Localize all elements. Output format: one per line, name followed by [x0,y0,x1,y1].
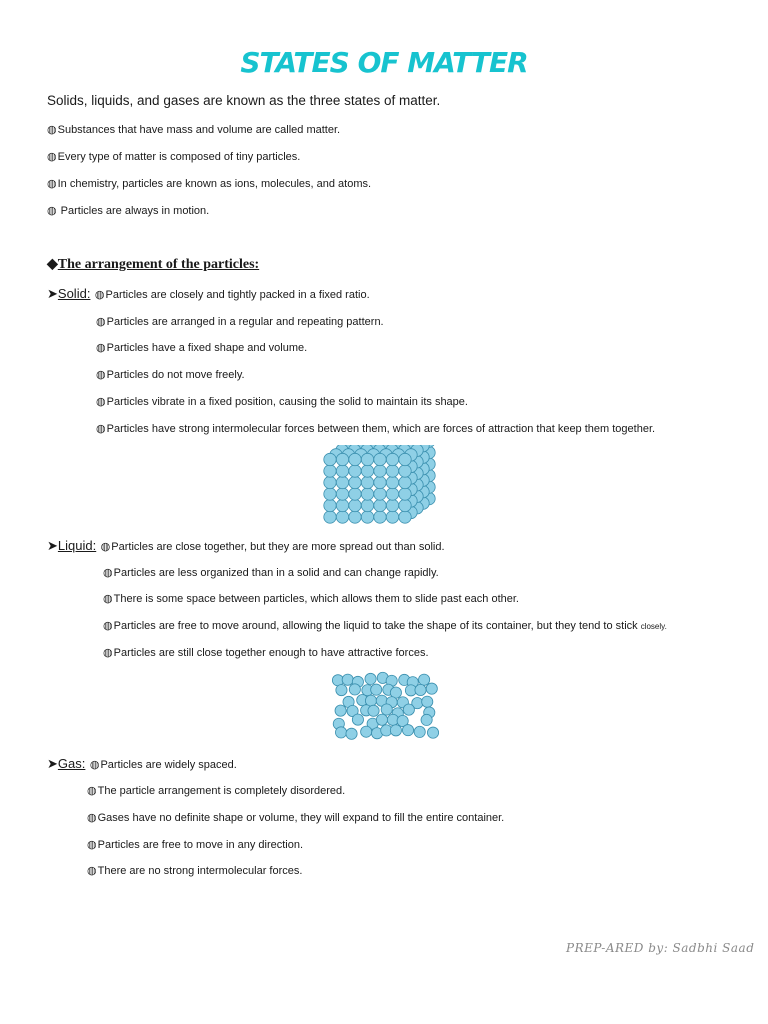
bullet-icon: ◍ [96,423,106,435]
particle [361,511,373,523]
particle [342,674,353,685]
particle [324,499,336,511]
particle [324,488,336,500]
particle [336,684,347,695]
bullet-icon: ◍ [87,785,97,797]
particle [374,511,386,523]
particle [399,511,411,523]
particle [361,453,373,465]
list-item: ◍Particles have a fixed shape and volume. [96,342,308,354]
list-item: ◍In chemistry, particles are known as ions, molecules, and atoms. [47,178,372,190]
page-title: STATES OF MATTER [240,46,528,79]
particle [349,684,360,695]
particle [374,488,386,500]
intro-text: Solids, liquids, and gases are known as the three states of matter. [47,93,441,108]
particle [335,727,346,738]
solid-particles-image [320,445,446,525]
particle [399,488,411,500]
particle [427,727,438,738]
particle [336,476,348,488]
particle [336,465,348,477]
bullet-icon: ◍ [103,593,113,605]
particle [374,465,386,477]
particle [415,684,426,695]
particle [399,465,411,477]
solid-section-first-line: ➤Solid: ◍Particles are closely and tightly packed in a fixed ratio. [47,286,370,301]
list-item: ◍There is some space between particles, which allows them to slide past each other. [103,593,519,605]
particle [422,696,433,707]
particle [349,453,361,465]
particle [349,465,361,477]
particle [361,476,373,488]
list-item: ◍Substances that have mass and volume are called matter. [47,124,341,136]
bullet-icon: ◍ [89,759,100,771]
particle [336,499,348,511]
gas-section-first-line: ➤Gas: ◍Particles are widely spaced. [47,756,237,771]
particle [349,499,361,511]
list-item: ◍Every type of matter is composed of tiny particles. [47,151,301,163]
particle [349,511,361,523]
bullet-icon: ◍ [96,316,106,328]
bullet-icon: ◍ [47,178,57,190]
particle [365,673,376,684]
list-item: ◍Particles are free to move around, allowing the liquid to take the shape of its container, but they tend to stick closely. [103,620,667,632]
arrow-icon: ➤ [47,538,58,553]
particle [419,674,430,685]
particle [414,726,425,737]
particle [386,511,398,523]
particle [403,704,414,715]
arrow-icon: ➤ [47,756,58,771]
bullet-icon: ◍ [87,812,97,824]
list-item: ◍Gases have no definite shape or volume, they will expand to fill the entire container. [87,812,505,824]
particle [426,683,437,694]
particle [336,511,348,523]
bullet-icon: ◍ [47,151,57,163]
liquid-label: ➤Liquid: [47,538,97,553]
bullet-icon: ◍ [103,647,113,659]
particle [371,684,382,695]
bullet-icon: ◍ [47,205,57,217]
particle [399,453,411,465]
list-item: ◍Particles are free to move in any direction. [87,839,304,851]
particle [349,488,361,500]
particle [324,453,336,465]
solid-label: ➤Solid: [47,286,91,301]
arrow-icon: ➤ [47,286,58,301]
list-item: ◍Particles are still close together enough to have attractive forces. [103,647,429,659]
particle [399,499,411,511]
list-item: ◍Particles vibrate in a fixed position, causing the solid to maintain its shape. [96,396,468,408]
particle [346,728,357,739]
bullet-icon: ◍ [87,839,97,851]
diamond-icon: ◆ [47,257,58,272]
particle [386,465,398,477]
bullet-icon: ◍ [94,289,105,301]
particle [336,453,348,465]
list-item: ◍Particles are arranged in a regular and repeating pattern. [96,316,384,328]
particle [336,488,348,500]
bullet-icon: ◍ [47,124,57,136]
particle [386,488,398,500]
bullet-icon: ◍ [103,620,113,632]
list-item: ◍There are no strong intermolecular forces. [87,865,303,877]
particle [324,476,336,488]
particle [374,476,386,488]
particle [390,725,401,736]
particle [335,705,346,716]
particle [386,499,398,511]
list-item: ◍Particles are less organized than in a solid and can change rapidly. [103,567,439,579]
bullet-icon: ◍ [103,567,113,579]
bullet-icon: ◍ [96,342,106,354]
particle [361,726,372,737]
particle [386,453,398,465]
particle [361,488,373,500]
gas-label: ➤Gas: [47,756,86,771]
list-item: ◍Particles have strong intermolecular forces between them, which are forces of attraction that keep them together. [96,423,656,435]
list-item: ◍Particles do not move freely. [96,369,245,381]
bullet-icon: ◍ [100,541,111,553]
list-item: ◍The particle arrangement is completely disordered. [87,785,346,797]
particle [324,465,336,477]
particle [368,705,379,716]
author-signature: PREP-ARED by: Sadbhi Saad [566,941,755,955]
particle [381,704,392,715]
particle [399,476,411,488]
bullet-icon: ◍ [96,369,106,381]
particle [402,725,413,736]
particle [352,714,363,725]
particle [374,453,386,465]
bullet-icon: ◍ [96,396,106,408]
particle [421,714,432,725]
liquid-particles-image [328,670,440,742]
list-item: ◍ Particles are always in motion. [47,205,210,217]
particle [386,476,398,488]
particle [376,714,387,725]
particle [361,499,373,511]
bullet-icon: ◍ [87,865,97,877]
particle [349,476,361,488]
particle [374,499,386,511]
particle [361,465,373,477]
particle [324,511,336,523]
liquid-section-first-line: ➤Liquid: ◍Particles are close together, but they are more spread out than solid. [47,538,445,553]
section-heading: ◆The arrangement of the particles: [47,257,260,272]
